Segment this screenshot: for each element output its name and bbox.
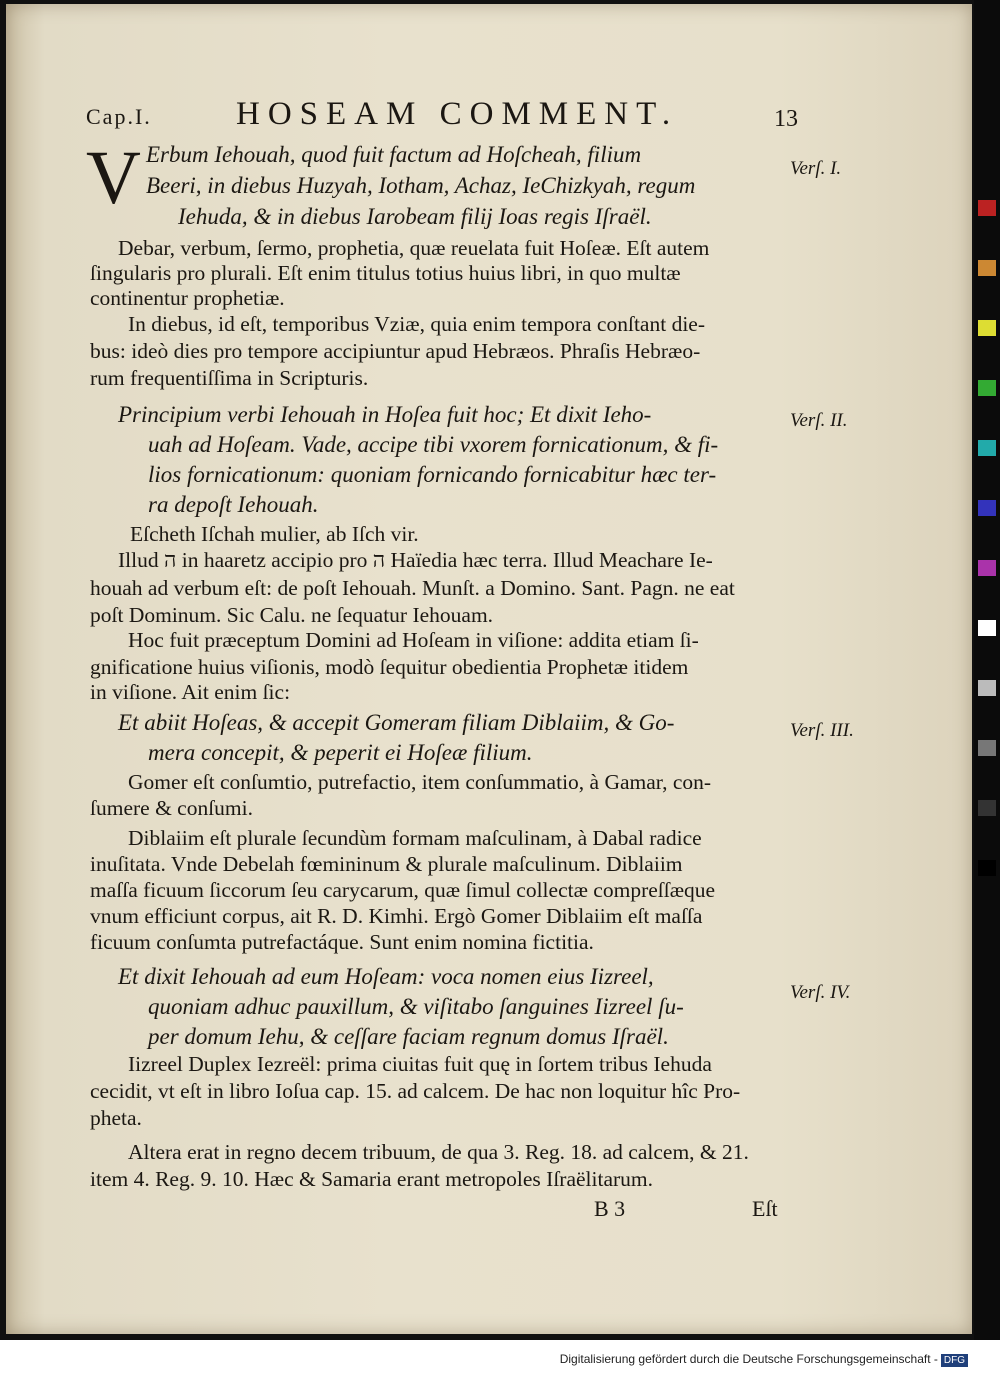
calibration-swatch — [978, 800, 996, 816]
comment-line: maſſa ficuum ſiccorum ſeu carycarum, quæ ſimul collectæ compreſſæque — [90, 878, 716, 902]
verse-line: Erbum Iehouah, quod fuit factum ad Hoſcheah, filium — [146, 142, 642, 167]
comment-line: ſumere & conſumi. — [90, 796, 254, 820]
calibration-swatch — [978, 440, 996, 456]
calibration-swatch — [978, 200, 996, 216]
comment-line: rum frequentiſſima in Scripturis. — [90, 366, 369, 390]
verse-line: uah ad Hoſeam. Vade, accipe tibi vxorem fornicationum, & fi- — [148, 432, 719, 457]
signature-mark: B 3 — [594, 1196, 626, 1221]
verse-marker-3: Verſ. III. — [790, 720, 854, 741]
color-calibration-strip — [974, 0, 1000, 1340]
chapter-label: Cap.I. — [86, 104, 152, 129]
comment-line: Diblaiim eſt plurale ſecundùm formam maſculinam, à Dabal radice — [128, 826, 702, 850]
comment-line: houah ad verbum eſt: de poſt Iehouah. Munſt. a Domino. Sant. Pagn. ne eat — [90, 576, 735, 600]
comment-line: Debar, verbum, ſermo, prophetia, quæ reuelata fuit Hoſeæ. Eſt autem — [118, 236, 710, 260]
comment-line: in viſione. Ait enim ſic: — [90, 680, 291, 704]
comment-line: bus: ideò dies pro tempore accipiuntur apud Hebræos. Phraſis Hebræo- — [90, 339, 701, 363]
comment-line: cecidit, vt eſt in libro Ioſua cap. 15. ad calcem. De hac non loquitur hîc Pro- — [90, 1079, 741, 1103]
comment-line: Altera erat in regno decem tribuum, de qua 3. Reg. 18. ad calcem, & 21. — [128, 1140, 749, 1164]
verse-line: per domum Iehu, & ceſſare faciam regnum domus Iſraël. — [148, 1024, 669, 1049]
verse-line: Iehuda, & in diebus Iarobeam filij Ioas regis Iſraël. — [178, 204, 652, 229]
verse-line: Beeri, in diebus Huzyah, Iotham, Achaz, IeChizkyah, regum — [146, 173, 696, 198]
calibration-swatch — [978, 740, 996, 756]
verse-line: mera concepit, & peperit ei Hoſeæ filium. — [148, 740, 533, 765]
comment-line: continentur prophetiæ. — [90, 286, 285, 310]
calibration-swatch — [978, 560, 996, 576]
drop-cap: V — [86, 136, 141, 220]
calibration-swatch — [978, 380, 996, 396]
calibration-swatch — [978, 500, 996, 516]
comment-line: poſt Dominum. Sic Calu. ne ſequatur Iehouam. — [90, 603, 494, 627]
comment-line: Gomer eſt conſumtio, putrefactio, item conſummatio, à Gamar, con- — [128, 770, 712, 794]
comment-line: ſingularis pro plurali. Eſt enim titulus totius huius libri, in quo multæ — [90, 261, 681, 285]
calibration-swatch — [978, 260, 996, 276]
credit-text: Digitalisierung gefördert durch die Deutsche Forschungsgemeinschaft - — [559, 1352, 938, 1366]
comment-line: Illud ה in haaretz accipio pro ה Haïedia hæc terra. Illud Meachare Ie- — [118, 548, 713, 572]
comment-line: Eſcheth Iſchah mulier, ab Iſch vir. — [130, 522, 419, 546]
comment-line: pheta. — [90, 1106, 142, 1130]
verse-marker-4: Verſ. IV. — [790, 982, 851, 1003]
comment-line: Iizreel Duplex Iezreël: prima ciuitas fuit quę in ſortem tribus Iehuda — [128, 1052, 712, 1076]
running-title: HOSEAM COMMENT. — [236, 96, 679, 132]
calibration-swatch — [978, 680, 996, 696]
comment-line: inuſitata. Vnde Debelah fœmininum & plurale maſculinum. Diblaiim — [90, 852, 683, 876]
comment-line: vnum efficiunt corpus, ait R. D. Kimhi. Ergò Gomer Diblaiim eſt maſſa — [90, 904, 703, 928]
verse-line: quoniam adhuc pauxillum, & viſitabo ſanguines Iizreel ſu- — [148, 994, 684, 1019]
verse-line: Principium verbi Iehouah in Hoſea fuit hoc; Et dixit Ieho- — [118, 402, 652, 427]
page-number: 13 — [774, 106, 798, 132]
verse-line: lios fornicationum: quoniam fornicando fornicabitur hæc ter- — [148, 462, 717, 487]
comment-line: gnificatione huius viſionis, modò ſequitur obedientia Prophetæ itidem — [90, 655, 689, 679]
calibration-swatch — [978, 620, 996, 636]
running-header — [86, 96, 798, 132]
dfg-logo: DFG — [941, 1354, 968, 1367]
verse-line: Et dixit Iehouah ad eum Hoſeam: voca nomen eius Iizreel, — [118, 964, 654, 989]
catchword: Eſt — [752, 1196, 778, 1221]
verse-marker-2: Verſ. II. — [790, 410, 848, 431]
comment-line: In diebus, id eſt, temporibus Vziæ, quia enim tempora conſtant die- — [128, 312, 705, 336]
comment-line: ficuum conſumta putrefactáque. Sunt enim nomina fictitia. — [90, 930, 594, 954]
calibration-swatch — [978, 320, 996, 336]
comment-line: item 4. Reg. 9. 10. Hæc & Samaria erant metropoles Iſraëlitarum. — [90, 1167, 654, 1191]
verse-line: Et abiit Hoſeas, & accepit Gomeram filiam Diblaiim, & Go- — [118, 710, 675, 735]
calibration-swatch — [978, 860, 996, 876]
verse-marker-1: Verſ. I. — [790, 158, 842, 179]
digitization-credit — [560, 1352, 968, 1367]
verse-line: ra depoſt Iehouah. — [148, 492, 319, 517]
comment-line: Hoc fuit præceptum Domini ad Hoſeam in viſione: addita etiam ſi- — [128, 628, 699, 652]
